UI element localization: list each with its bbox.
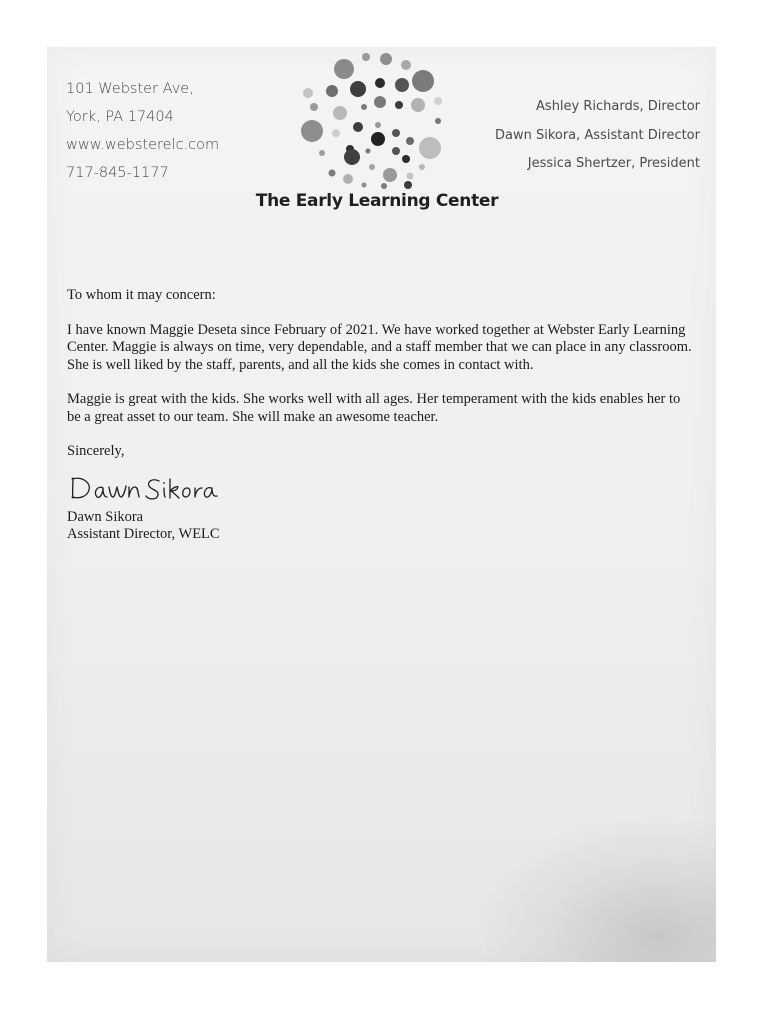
- logo-dot: [381, 183, 387, 189]
- logo-dot: [380, 53, 392, 65]
- logo-dot: [402, 155, 410, 163]
- address-line-street: 101 Webster Ave,: [66, 81, 194, 97]
- staff-line-president: Jessica Shertzer, President: [527, 156, 700, 171]
- letter-page: [47, 47, 716, 962]
- dot-circle-logo-icon: [292, 49, 462, 194]
- logo-dot: [412, 70, 434, 92]
- logo-dot: [332, 129, 340, 137]
- logo-dot: [392, 129, 400, 137]
- letterhead-address: [66, 75, 219, 187]
- logo-dot: [434, 97, 442, 105]
- logo-dot: [344, 149, 360, 165]
- body-paragraph: Maggie is great with the kids. She works well with all ages. Her temperament with the kids enables her to be a great asset to our team. She will make an awesome teacher.: [67, 391, 681, 425]
- logo-dot: [369, 164, 375, 170]
- logo-dot: [419, 164, 425, 170]
- address-line-city: York, PA 17404: [66, 109, 174, 125]
- logo-dot: [406, 137, 414, 145]
- organization-name: The Early Learning Center: [255, 191, 499, 211]
- letterhead-staff: [495, 93, 700, 179]
- logo-dot: [419, 137, 441, 159]
- logo-dot: [383, 168, 397, 182]
- logo-dot: [375, 78, 385, 88]
- logo-dot: [301, 120, 323, 142]
- logo-dot: [362, 53, 370, 61]
- logo-dot: [329, 170, 336, 177]
- logo-dot: [333, 106, 347, 120]
- logo-dot: [319, 150, 325, 156]
- closing: Sincerely,: [67, 443, 125, 459]
- logo-dot: [350, 81, 366, 97]
- logo-dot: [303, 88, 313, 98]
- logo-dot: [395, 78, 409, 92]
- logo-dot: [343, 174, 353, 184]
- logo-dot: [395, 101, 403, 109]
- logo-dot: [411, 98, 425, 112]
- letter-body: [67, 287, 697, 544]
- address-line-phone: 717-845-1177: [66, 165, 169, 181]
- logo-dot: [392, 147, 400, 155]
- paper-shadow: [486, 822, 716, 962]
- body-paragraph: I have known Maggie Deseta since February of 2021. We have worked together at Webster Early Learning Center. Maggie is always on time, very dependable, and a staff member that we can place in any classroom. She is well liked by the staff, parents, and all the kids she comes in contact with.: [67, 321, 692, 373]
- logo-dot: [362, 183, 367, 188]
- signer-name: Dawn Sikora: [67, 508, 144, 525]
- logo-dot: [326, 85, 338, 97]
- salutation: To whom it may concern:: [67, 287, 216, 303]
- handwritten-signature: [69, 473, 219, 503]
- logo-dot: [404, 181, 412, 189]
- logo-dot: [310, 103, 318, 111]
- staff-line-director: Ashley Richards, Director: [536, 99, 700, 114]
- logo-dot: [407, 173, 414, 180]
- logo-dot: [361, 104, 367, 110]
- logo-dot: [435, 118, 441, 124]
- staff-line-assistant-director: Dawn Sikora, Assistant Director: [494, 127, 700, 143]
- logo-dot: [401, 60, 411, 70]
- logo-dot: [374, 96, 386, 108]
- logo-dot: [366, 149, 371, 154]
- logo-dot: [371, 132, 385, 146]
- signer-title: Assistant Director, WELC: [67, 526, 220, 542]
- logo-dot: [334, 59, 354, 79]
- address-line-website: www.websterelc.com: [66, 137, 220, 153]
- logo-dot: [375, 122, 381, 128]
- logo-dot: [353, 122, 363, 132]
